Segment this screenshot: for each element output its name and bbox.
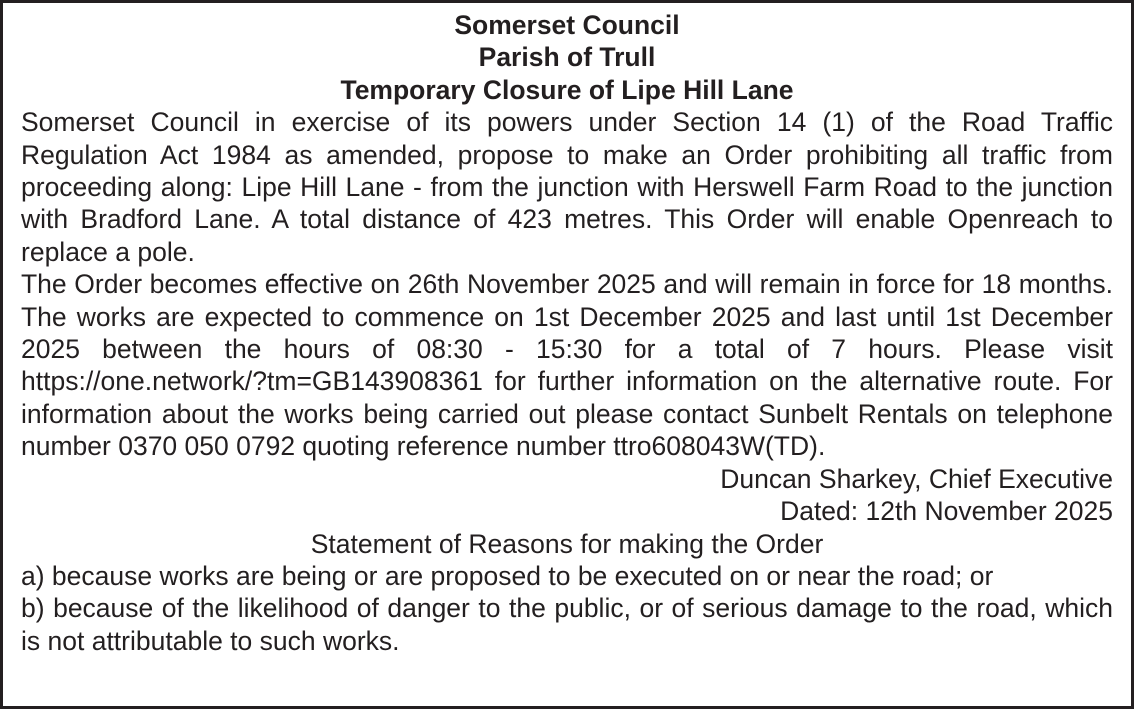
order-description-paragraph: Somerset Council in exercise of its powers under Section 14 (1) of the Road Traffic Regulation Act 1984 as amended, propose to make an Order prohibiting all traffic from proceeding along: Lipe Hill Lane - from the junction with Herswell Farm Road to the junction with Bradford Lane. A total distance of 423 metres. This Order will enable Openreach to replace a pole. xyxy=(21,107,1113,267)
signatory: Duncan Sharkey, Chief Executive xyxy=(720,463,1113,494)
council-name: Somerset Council xyxy=(454,10,680,40)
order-details-paragraph: The Order becomes effective on 26th November 2025 and will remain in force for 18 months. The works are expected to commence on 1st December 2025 and last until 1st December 2025 between the hours of 08:30 - 15:30 for a total of 7 hours. Please visit https://one.network/?tm=GB143908361 for further information on the alternative route. For information about the works being carried out please contact Sunbelt Rentals on telephone number 0370 050 0792 quoting reference number ttro608043W(TD). xyxy=(21,269,1113,462)
reasons-heading: Statement of Reasons for making the Order xyxy=(310,528,824,559)
parish-name: Parish of Trull xyxy=(478,42,656,73)
reason-item-b: b) because of the likelihood of danger to the public, or of serious damage to the road, which is not attributable to such works. xyxy=(21,593,1113,656)
reason-item-a: a) because works are being or are proposed to be executed on or near the road; or xyxy=(21,560,994,591)
notice-title: Temporary Closure of Lipe Hill Lane xyxy=(340,74,794,105)
dated-line: Dated: 12th November 2025 xyxy=(780,496,1113,527)
